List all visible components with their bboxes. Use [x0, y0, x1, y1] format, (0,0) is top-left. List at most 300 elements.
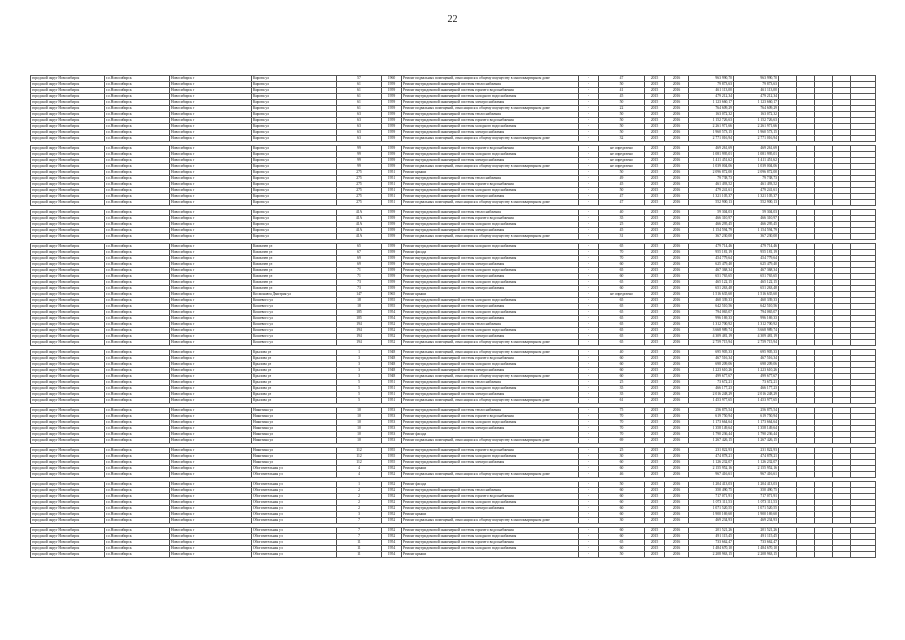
cell-work-type: Ремонт подвальных помещений, относящихся к общему имуществу в многоквартирном доме — [402, 472, 579, 478]
cell-cost-total: 499 677,67 — [734, 374, 779, 380]
cell-city: Новосибирск г — [170, 200, 252, 206]
cell-empty — [815, 552, 833, 558]
cell-work-type: Ремонт внутридомовой инженерной системы холодного водоснабжения — [402, 280, 579, 286]
cell-year-built: 1955 — [382, 460, 402, 466]
cell-cost-total: 3 668 989,74 — [734, 328, 779, 334]
cell-city: Новосибирск г — [170, 216, 252, 222]
cell-dash: - — [579, 368, 599, 374]
cell-year-built: 1955 — [382, 448, 402, 454]
cell-city: Новосибирск г — [170, 170, 252, 176]
cell-year-to: 2016 — [665, 94, 689, 100]
cell-year-built: 1952 — [382, 518, 402, 524]
cell-house: 2 — [337, 500, 382, 506]
cell-house: 41А — [337, 228, 382, 234]
cell-street: Кирова ул — [252, 170, 337, 176]
cell-dash: - — [579, 146, 599, 152]
cell-work-type: Ремонт внутридомовой инженерной системы теплоснабжения — [402, 176, 579, 182]
cell-dash: - — [579, 546, 599, 552]
cell-dash: - — [579, 466, 599, 472]
cell-street: Обогатительная ул — [252, 534, 337, 540]
cell-city: Новосибирск г — [170, 250, 252, 256]
cell-dash: - — [579, 552, 599, 558]
cell-cost: 651 765,65 — [689, 274, 734, 280]
cell-municipality: городской округ Новосибирск — [31, 310, 105, 316]
cell-municipal-short: г.о.Новосибирск — [105, 316, 170, 322]
cell-work-type: Ремонт внутридомовой инженерной системы горячего водоснабжения — [402, 414, 579, 420]
cell-city: Новосибирск г — [170, 512, 252, 518]
cell-year-from: 2015 — [645, 82, 665, 88]
cell-cost-total: 73 672,21 — [734, 380, 779, 386]
cell-year-from: 2015 — [645, 380, 665, 386]
cell-cost-total: 1 267 426,15 — [734, 438, 779, 444]
cell-municipal-short: г.о.Новосибирск — [105, 124, 170, 130]
cell-city: Новосибирск г — [170, 426, 252, 432]
cell-wear-percent: не определено — [599, 164, 645, 170]
cell-year-built: 1951 — [382, 170, 402, 176]
cell-year-from: 2015 — [645, 188, 665, 194]
cell-municipality: городской округ Новосибирск — [31, 552, 105, 558]
cell-municipal-short: г.о.Новосибирск — [105, 408, 170, 414]
cell-year-built: 1959 — [382, 82, 402, 88]
cell-year-from: 2015 — [645, 518, 665, 524]
cell-year-from: 2015 — [645, 534, 665, 540]
cell-cost-total: 163 072,32 — [734, 112, 779, 118]
cell-municipality: городской округ Новосибирск — [31, 328, 105, 334]
cell-cost-total: 466 295,45 — [734, 222, 779, 228]
cell-year-built: 1954 — [382, 546, 402, 552]
cell-cost-total: 1 152 726,63 — [734, 118, 779, 124]
cell-dash: - — [579, 506, 599, 512]
cell-year-built: 1951 — [382, 194, 402, 200]
cell-city: Новосибирск г — [170, 518, 252, 524]
cell-house: 112 — [337, 454, 382, 460]
cell-wear-percent: 70 — [599, 250, 645, 256]
cell-year-from: 2015 — [645, 334, 665, 340]
cell-street: Кирова ул — [252, 124, 337, 130]
cell-year-to: 2016 — [665, 392, 689, 398]
cell-year-from: 2015 — [645, 292, 665, 298]
cell-dash: - — [579, 438, 599, 444]
cell-year-built: 1959 — [382, 280, 402, 286]
cell-city: Новосибирск г — [170, 466, 252, 472]
cell-work-type: Ремонт внутридомовой инженерной системы электроснабжения — [402, 286, 579, 292]
cell-cost-total: 1 516 635,60 — [734, 292, 779, 298]
cell-year-built: 1959 — [382, 152, 402, 158]
cell-cost-total: 651 765,65 — [734, 274, 779, 280]
cell-municipality: городской округ Новосибирск — [31, 528, 105, 534]
cell-work-type: Ремонт подвальных помещений, относящихся к общему имуществу в многоквартирном доме — [402, 106, 579, 112]
cell-house: 194 — [337, 322, 382, 328]
cell-municipal-short: г.о.Новосибирск — [105, 194, 170, 200]
cell-cost-total: 698 209,06 — [734, 362, 779, 368]
cell-street: Крылова ул — [252, 398, 337, 404]
cell-cost: 1 790 236,44 — [689, 432, 734, 438]
cell-wear-percent: 45 — [599, 182, 645, 188]
cell-municipal-short: г.о.Новосибирск — [105, 454, 170, 460]
cell-wear-percent: 50 — [599, 112, 645, 118]
cell-year-to: 2016 — [665, 112, 689, 118]
cell-year-from: 2015 — [645, 112, 665, 118]
cell-work-type: Ремонт подвальных помещений, относящихся к общему имуществу в многоквартирном доме — [402, 518, 579, 524]
cell-street: Кирова ул — [252, 176, 337, 182]
cell-city: Новосибирск г — [170, 540, 252, 546]
cell-year-to: 2016 — [665, 176, 689, 182]
cell-municipality: городской округ Новосибирск — [31, 146, 105, 152]
cell-wear-percent: 32 — [599, 136, 645, 142]
cell-city: Новосибирск г — [170, 112, 252, 118]
cell-street: Кимзачев ул — [252, 286, 337, 292]
cell-year-built: 1959 — [382, 234, 402, 240]
cell-dash: - — [579, 286, 599, 292]
cell-street: Кирова ул — [252, 222, 337, 228]
cell-cost: 955 181,19 — [689, 250, 734, 256]
cell-house: 69 — [337, 262, 382, 268]
cell-municipal-short: г.о.Новосибирск — [105, 76, 170, 82]
cell-cost: 479 241,61 — [689, 188, 734, 194]
cell-dash: - — [579, 228, 599, 234]
cell-wear-percent: 50 — [599, 130, 645, 136]
cell-dash: - — [579, 304, 599, 310]
cell-municipality: городской округ Новосибирск — [31, 100, 105, 106]
cell-street: Кимзачев ул — [252, 280, 337, 286]
cell-municipality: городской округ Новосибирск — [31, 448, 105, 454]
cell-year-from: 2015 — [645, 118, 665, 124]
cell-city: Новосибирск г — [170, 374, 252, 380]
cell-cost-total: 1 154 594,79 — [734, 228, 779, 234]
cell-house: 10 — [337, 426, 382, 432]
cell-municipal-short: г.о.Новосибирск — [105, 274, 170, 280]
cell-city: Новосибирск г — [170, 420, 252, 426]
cell-year-built: 1955 — [382, 304, 402, 310]
cell-cost-total: 552 900,13 — [734, 200, 779, 206]
cell-year-built: 1959 — [382, 274, 402, 280]
cell-year-from: 2015 — [645, 222, 665, 228]
cell-wear-percent: 60 — [599, 528, 645, 534]
cell-wear-percent: 49 — [599, 176, 645, 182]
cell-year-from: 2015 — [645, 298, 665, 304]
cell-dash: - — [579, 534, 599, 540]
cell-year-to: 2016 — [665, 438, 689, 444]
cell-year-to: 2016 — [665, 170, 689, 176]
cell-city: Новосибирск г — [170, 482, 252, 488]
cell-work-type: Ремонт внутридомовой инженерной системы горячего водоснабжения — [402, 146, 579, 152]
cell-year-to: 2016 — [665, 130, 689, 136]
cell-year-from: 2015 — [645, 244, 665, 250]
cell-municipal-short: г.о.Новосибирск — [105, 420, 170, 426]
cell-municipality: городской округ Новосибирск — [31, 488, 105, 494]
cell-municipal-short: г.о.Новосибирск — [105, 334, 170, 340]
cell-dash: - — [579, 164, 599, 170]
cell-street: Кирова ул — [252, 182, 337, 188]
cell-empty — [797, 552, 815, 558]
cell-cost-total: 619 750,94 — [734, 414, 779, 420]
cell-municipality: городской округ Новосибирск — [31, 398, 105, 404]
cell-work-type: Ремонт внутридомовой инженерной системы холодного водоснабжения — [402, 362, 579, 368]
cell-dash: - — [579, 112, 599, 118]
cell-cost: 466 177,23 — [689, 386, 734, 392]
cell-cost-total: 1 321 105,37 — [734, 194, 779, 200]
cell-street: Крылова ул — [252, 362, 337, 368]
cell-year-built: 1959 — [382, 286, 402, 292]
cell-year-to: 2016 — [665, 488, 689, 494]
cell-city: Новосибирск г — [170, 432, 252, 438]
cell-year-to: 2016 — [665, 534, 689, 540]
cell-year-from: 2015 — [645, 488, 665, 494]
cell-work-type: Ремонт внутридомовой инженерной системы горячего водоснабжения — [402, 528, 579, 534]
cell-cost: 619 750,94 — [689, 414, 734, 420]
cell-municipal-short: г.о.Новосибирск — [105, 310, 170, 316]
cell-street: Обогатительная ул — [252, 512, 337, 518]
cell-cost: 552 900,13 — [689, 200, 734, 206]
cell-year-to: 2016 — [665, 222, 689, 228]
cell-year-built: 1959 — [382, 268, 402, 274]
cell-work-type: Ремонт внутридомовой инженерной системы холодного водоснабжения — [402, 298, 579, 304]
cell-wear-percent: 41 — [599, 88, 645, 94]
cell-work-type: Ремонт фасада — [402, 432, 579, 438]
cell-municipality: городской округ Новосибирск — [31, 124, 105, 130]
cell-year-from: 2015 — [645, 124, 665, 130]
cell-work-type: Ремонт внутридомовой инженерной системы холодного водоснабжения — [402, 268, 579, 274]
cell-year-built: 1959 — [382, 250, 402, 256]
cell-house: 3 — [337, 362, 382, 368]
cell-cost: 963 990,70 — [689, 76, 734, 82]
cell-municipality: городской округ Новосибирск — [31, 350, 105, 356]
cell-cost-total: 466 310,97 — [734, 216, 779, 222]
cell-cost-total: 695 905,33 — [734, 350, 779, 356]
cell-municipality: городской округ Новосибирск — [31, 164, 105, 170]
cell-municipal-short: г.о.Новосибирск — [105, 482, 170, 488]
cell-year-from: 2015 — [645, 356, 665, 362]
cell-year-to: 2016 — [665, 274, 689, 280]
cell-street: Кимзачев ул — [252, 274, 337, 280]
cell-street: Обогатительная ул — [252, 494, 337, 500]
cell-year-built: 1948 — [382, 374, 402, 380]
cell-municipal-short: г.о.Новосибирск — [105, 200, 170, 206]
cell-dash: - — [579, 256, 599, 262]
cell-municipality: городской округ Новосибирск — [31, 512, 105, 518]
cell-year-built: 1953 — [382, 414, 402, 420]
cell-dash: - — [579, 234, 599, 240]
cell-work-type: Ремонт крыши — [402, 552, 579, 558]
cell-year-built: 1948 — [382, 362, 402, 368]
cell-municipal-short: г.о.Новосибирск — [105, 518, 170, 524]
cell-house: 2 — [337, 488, 382, 494]
cell-wear-percent: 70 — [599, 426, 645, 432]
cell-year-built: 1954 — [382, 540, 402, 546]
cell-house: 71 — [337, 274, 382, 280]
cell-year-to: 2016 — [665, 316, 689, 322]
cell-dash: - — [579, 518, 599, 524]
cell-house: 10 — [337, 414, 382, 420]
cell-wear-percent: 50 — [599, 170, 645, 176]
cell-wear-percent: 70 — [599, 256, 645, 262]
cell-city: Новосибирск г — [170, 298, 252, 304]
cell-dash: - — [579, 170, 599, 176]
cell-wear-percent: 50 — [599, 552, 645, 558]
cell-street: Кирова ул — [252, 152, 337, 158]
cell-wear-percent: 45 — [599, 228, 645, 234]
cell-municipality: городской округ Новосибирск — [31, 82, 105, 88]
cell-wear-percent: 60 — [599, 362, 645, 368]
cell-municipality: городской округ Новосибирск — [31, 274, 105, 280]
cell-dash: - — [579, 152, 599, 158]
cell-cost: 1 204 413,03 — [689, 482, 734, 488]
cell-municipal-short: г.о.Новосибирск — [105, 506, 170, 512]
cell-municipality: городской округ Новосибирск — [31, 94, 105, 100]
cell-work-type: Ремонт внутридомовой инженерной системы теплоснабжения — [402, 322, 579, 328]
cell-work-type: Ремонт внутридомовой инженерной системы холодного водоснабжения — [402, 328, 579, 334]
cell-year-built: 1952 — [382, 512, 402, 518]
cell-street: Кирова ул — [252, 118, 337, 124]
cell-dash: - — [579, 222, 599, 228]
cell-cost: 1 358 149,64 — [689, 426, 734, 432]
cell-year-to: 2016 — [665, 216, 689, 222]
cell-municipality: городской округ Новосибирск — [31, 228, 105, 234]
cell-dash: - — [579, 414, 599, 420]
cell-dash: - — [579, 76, 599, 82]
cell-house: 275 — [337, 170, 382, 176]
cell-year-from: 2015 — [645, 328, 665, 334]
cell-street: Крылова ул — [252, 374, 337, 380]
cell-cost: 3 668 989,74 — [689, 328, 734, 334]
cell-cost: 2 208 963,15 — [689, 552, 734, 558]
cell-year-built: 1954 — [382, 552, 402, 558]
cell-cost: 479 714,46 — [689, 244, 734, 250]
cell-city: Новосибирск г — [170, 286, 252, 292]
cell-year-to: 2016 — [665, 182, 689, 188]
cell-wear-percent: 60 — [599, 500, 645, 506]
cell-year-built: 1959 — [382, 228, 402, 234]
cell-municipality: городской округ Новосибирск — [31, 322, 105, 328]
cell-year-to: 2016 — [665, 500, 689, 506]
cell-dash: - — [579, 340, 599, 346]
cell-dash: - — [579, 328, 599, 334]
cell-cost: 465 122,15 — [689, 280, 734, 286]
cell-municipal-short: г.о.Новосибирск — [105, 106, 170, 112]
cell-cost-total: 1 081 995,01 — [734, 152, 779, 158]
cell-year-from: 2015 — [645, 322, 665, 328]
cell-municipal-short: г.о.Новосибирск — [105, 94, 170, 100]
cell-year-built: 1952 — [382, 494, 402, 500]
cell-municipality: городской округ Новосибирск — [31, 298, 105, 304]
cell-year-from: 2015 — [645, 170, 665, 176]
cell-dash: - — [579, 420, 599, 426]
cell-year-from: 2015 — [645, 448, 665, 454]
cell-year-to: 2016 — [665, 454, 689, 460]
cell-empty — [833, 552, 851, 558]
cell-city: Новосибирск г — [170, 398, 252, 404]
cell-year-to: 2016 — [665, 234, 689, 240]
cell-cost: 1 960 573,15 — [689, 130, 734, 136]
cell-cost: 1 516 635,60 — [689, 292, 734, 298]
cell-year-to: 2016 — [665, 256, 689, 262]
cell-work-type: Ремонт подвальных помещений, относящихся к общему имуществу в многоквартирном доме — [402, 340, 579, 346]
cell-municipal-short: г.о.Новосибирск — [105, 262, 170, 268]
cell-municipal-short: г.о.Новосибирск — [105, 280, 170, 286]
cell-municipal-short: г.о.Новосибирск — [105, 210, 170, 216]
cell-municipal-short: г.о.Новосибирск — [105, 304, 170, 310]
cell-year-to: 2016 — [665, 380, 689, 386]
cell-cost-total: 1 173 664,64 — [734, 420, 779, 426]
cell-street: Крылова ул — [252, 356, 337, 362]
cell-year-built: 1959 — [382, 158, 402, 164]
cell-dash: - — [579, 512, 599, 518]
cell-municipal-short: г.о.Новосибирск — [105, 170, 170, 176]
cell-cost-total: 794 065,07 — [734, 310, 779, 316]
cell-city: Новосибирск г — [170, 194, 252, 200]
cell-house: 4 — [337, 472, 382, 478]
cell-year-to: 2016 — [665, 280, 689, 286]
cell-year-from: 2015 — [645, 280, 665, 286]
cell-year-to: 2016 — [665, 286, 689, 292]
cell-work-type: Ремонт внутридомовой инженерной системы электроснабжения — [402, 426, 579, 432]
cell-dash: - — [579, 200, 599, 206]
cell-municipal-short: г.о.Новосибирск — [105, 494, 170, 500]
cell-year-to: 2016 — [665, 356, 689, 362]
cell-street: Обогатительная ул — [252, 482, 337, 488]
cell-city: Новосибирск г — [170, 210, 252, 216]
cell-house: 10 — [337, 408, 382, 414]
cell-cost-total: 231 822,93 — [734, 448, 779, 454]
cell-house: 61 — [337, 100, 382, 106]
cell-city: Новосибирск г — [170, 188, 252, 194]
cell-year-built: 1951 — [382, 398, 402, 404]
cell-municipality: городской округ Новосибирск — [31, 356, 105, 362]
cell-wear-percent: 47 — [599, 200, 645, 206]
cell-work-type: Ремонт внутридомовой инженерной системы горячего водоснабжения — [402, 356, 579, 362]
cell-cost: 79 738,73 — [689, 176, 734, 182]
cell-dash: - — [579, 310, 599, 316]
cell-municipal-short: г.о.Новосибирск — [105, 176, 170, 182]
cell-municipality: городской округ Новосибирск — [31, 374, 105, 380]
cell-wear-percent: 65 — [599, 328, 645, 334]
cell-work-type: Ремонт внутридомовой инженерной системы электроснабжения — [402, 506, 579, 512]
cell-municipal-short: г.о.Новосибирск — [105, 228, 170, 234]
cell-year-to: 2016 — [665, 518, 689, 524]
cell-cost: 1 073 111,53 — [689, 500, 734, 506]
cell-dash: - — [579, 280, 599, 286]
cell-municipality: городской округ Новосибирск — [31, 334, 105, 340]
cell-year-to: 2016 — [665, 368, 689, 374]
cell-dash: - — [579, 158, 599, 164]
cell-city: Новосибирск г — [170, 334, 252, 340]
cell-year-built: 1953 — [382, 426, 402, 432]
cell-cost-total: 1 126 232,07 — [734, 460, 779, 466]
cell-wear-percent: 60 — [599, 512, 645, 518]
cell-year-to: 2016 — [665, 82, 689, 88]
cell-municipal-short: г.о.Новосибирск — [105, 298, 170, 304]
cell-house: 5 — [337, 392, 382, 398]
cell-house: 11 — [337, 540, 382, 546]
cell-wear-percent: не определено — [599, 152, 645, 158]
cell-year-from: 2015 — [645, 100, 665, 106]
cell-cost: 350 490,75 — [689, 488, 734, 494]
cell-house: 3 — [337, 368, 382, 374]
cell-wear-percent: 65 — [599, 304, 645, 310]
cell-work-type: Ремонт внутридомовой инженерной системы горячего водоснабжения — [402, 494, 579, 500]
cell-cost-total: 1 411 451,62 — [734, 158, 779, 164]
cell-dash: - — [579, 100, 599, 106]
cell-year-built: 1959 — [382, 146, 402, 152]
cell-street: Кирова ул — [252, 158, 337, 164]
cell-year-built: 1955 — [382, 298, 402, 304]
cell-dash: - — [579, 188, 599, 194]
cell-city: Новосибирск г — [170, 176, 252, 182]
cell-wear-percent: 60 — [599, 286, 645, 292]
cell-work-type: Ремонт внутридомовой инженерной системы холодного водоснабжения — [402, 244, 579, 250]
cell-cost-total: 651 263,48 — [734, 286, 779, 292]
cell-year-from: 2015 — [645, 472, 665, 478]
